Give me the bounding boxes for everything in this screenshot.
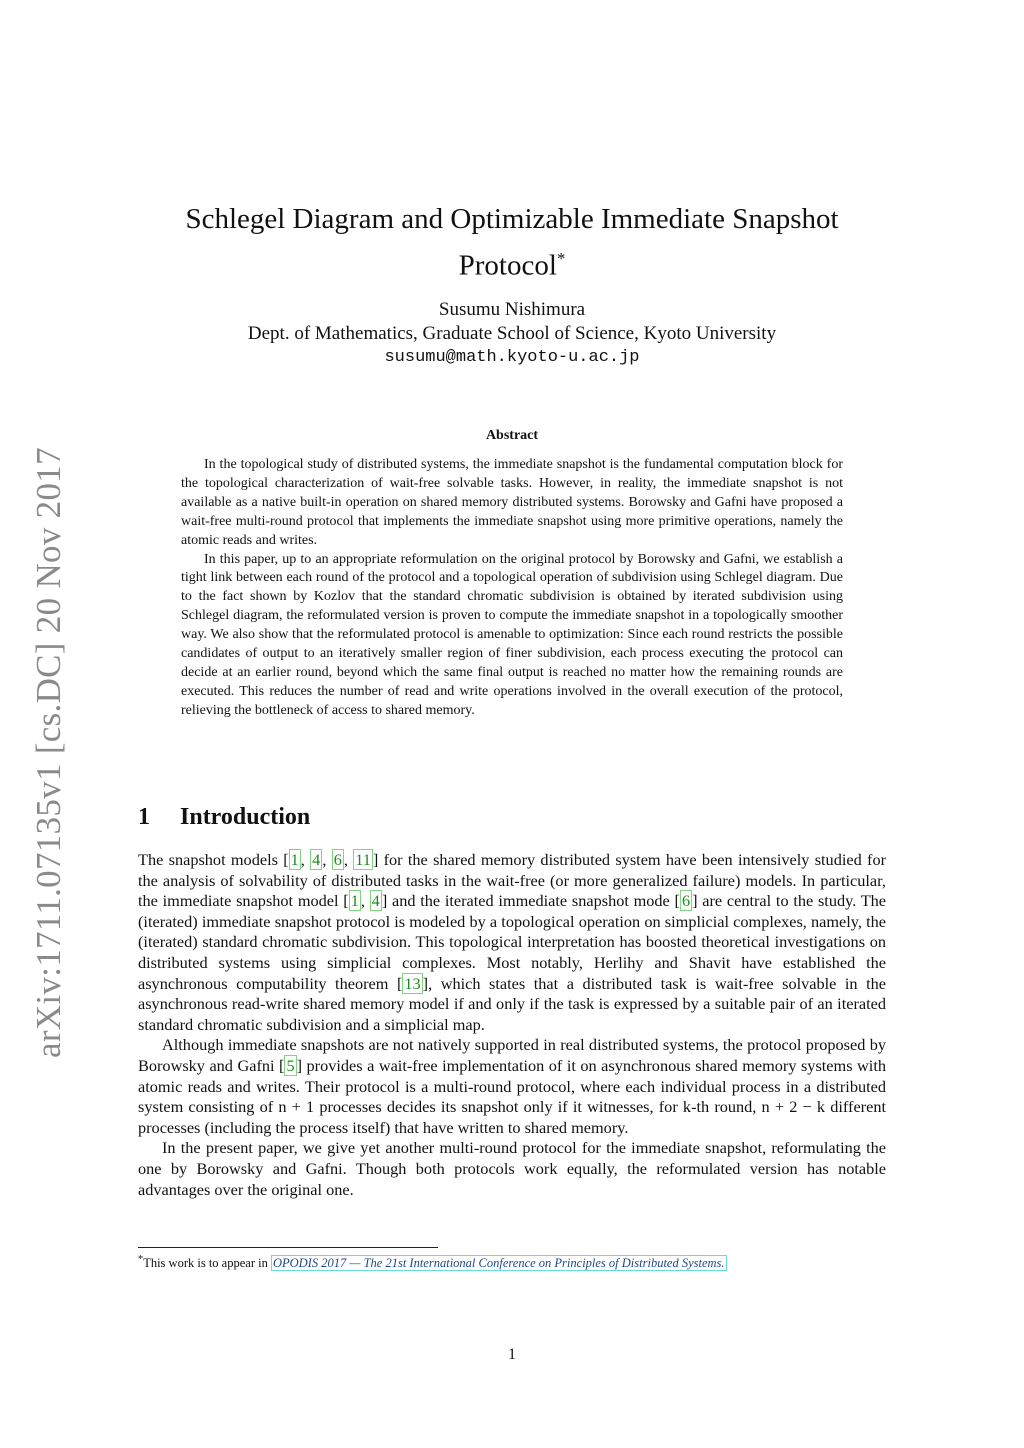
- text-run: ,: [322, 850, 332, 869]
- text-run: ,: [300, 850, 311, 869]
- author-block: [138, 298, 886, 370]
- author-affiliation: Dept. of Mathematics, Graduate School of Science, Kyoto University: [247, 323, 777, 344]
- abstract-heading: Abstract: [485, 428, 539, 443]
- arxiv-identifier-stamp: arXiv:1711.07135v1 [cs.DC] 20 Nov 2017: [29, 447, 68, 1058]
- citation-link[interactable]: 1: [290, 850, 299, 869]
- citation-link[interactable]: 1: [350, 891, 359, 911]
- page-number: 1: [508, 1346, 516, 1363]
- text-run: ] provides a wait-free implementation of it on asynchronous shared memory systems with atomic reads and writes. Their protocol is a multi-round protocol, where each individual process in a distributed system consisting of n + 1 processes decides its snapshot only if it witnesses, for k-th round, n + 2 − k different processes (including the process itself) that have written to shared memory.: [138, 1055, 886, 1137]
- author-email[interactable]: susumu@math.kyoto-u.ac.jp: [384, 348, 640, 367]
- citation-link[interactable]: 6: [333, 850, 342, 869]
- text-run: ] for the shared memory distributed system have been intensively studied for the analysis of solvability of distributed tasks in the wait-free (or more generalized failure) models. In particular, the immediate snapshot model [: [138, 850, 887, 911]
- text-run: ] are central to the study. The (iterated) immediate snapshot protocol is modeled by a topological operation on simplicial complexes, namely, the (iterated) standard chromatic subdivision. This topological interpretation has boosted theoretical investigations on distributed systems using simplicial complexes. Most notably, Herlihy and Shavit have established the asynchronous computability theorem [: [138, 891, 887, 993]
- citation-link[interactable]: 6: [681, 891, 691, 911]
- text-run: The snapshot models [: [138, 850, 289, 869]
- section-number: 1: [138, 804, 150, 830]
- text-run: Although immediate snapshots are not natively supported in real distributed systems, the protocol proposed by Borowsky and Gafni [: [138, 1035, 886, 1075]
- author-name: Susumu Nishimura: [438, 299, 586, 320]
- paper-title-text: Schlegel Diagram and Optimizable Immediate Snapshot Protocol: [185, 203, 839, 282]
- footnote: [138, 1252, 886, 1271]
- conference-link[interactable]: OPODIS 2017 — The 21st International Conference on Principles of Distributed Systems.: [272, 1256, 725, 1271]
- abstract-paragraph: In the topological study of distributed systems, the immediate snapshot is the fundamental computation block for the topological characterization of wait-free solvable tasks. However, in reality, the immediate snapshot is not available as a native built-in operation on shared memory distributed systems. Borowsky and Gafni have proposed a wait-free multi-round protocol that implements the immediate snapshot using more primitive operations, namely the atomic reads and writes.: [181, 457, 843, 548]
- section-body: [138, 850, 886, 1200]
- citation-link[interactable]: 5: [286, 1055, 295, 1075]
- section-title: Introduction: [180, 804, 311, 830]
- body-paragraph: [138, 1035, 886, 1138]
- paper-title: [138, 200, 886, 286]
- abstract-body: [181, 456, 843, 721]
- citation-link[interactable]: 11: [355, 850, 371, 869]
- text-run: ] and the iterated immediate snapshot mode [: [381, 891, 680, 911]
- footnote-mark: *: [138, 1254, 144, 1265]
- section-heading-introduction: [138, 804, 310, 831]
- footnote-text: This work is to appear in: [143, 1256, 271, 1271]
- citation-link[interactable]: 4: [312, 850, 321, 869]
- title-footnote-mark[interactable]: *: [556, 249, 566, 268]
- text-run: ,: [360, 891, 370, 911]
- body-paragraph: In the present paper, we give yet another multi-round protocol for the immediate snapshot, reformulating the one by Borowsky and Gafni. Though both protocols work equally, the reformulated version has notable advantages over the original one.: [138, 1138, 886, 1199]
- text-run: ,: [343, 850, 354, 869]
- abstract-paragraph: In this paper, up to an appropriate reformulation on the original protocol by Borowsky and Gafni, we establish a tight link between each round of the protocol and a topological operation of subdivision using Schlegel diagram. Due to the fact shown by Kozlov that the standard chromatic subdivision is obtained by iterated subdivision using Schlegel diagram, the reformulated version is proven to compute the immediate snapshot in a topologically smoother way. We also show that the reformulated protocol is amenable to optimization: Since each round restricts the possible candidates of output to an iteratively smaller region of finer subdivision, each process executing the protocol can decide at an earlier round, beyond which the same final output is reached no matter how the remaining rounds are executed. This reduces the number of read and write operations involved in the overall execution of the protocol, relieving the bottleneck of access to shared memory.: [181, 551, 843, 718]
- text-run: ], which states that a distributed task is wait-free solvable in the asynchronous read-write shared memory model if and only if the task is expressed by a suitable pair of an iterated standard chromatic subdivision and a simplicial map.: [138, 973, 887, 1034]
- citation-link[interactable]: 4: [371, 891, 380, 911]
- footnote-divider: [138, 1247, 438, 1248]
- body-paragraph: [138, 850, 886, 1035]
- citation-link[interactable]: 13: [404, 973, 421, 993]
